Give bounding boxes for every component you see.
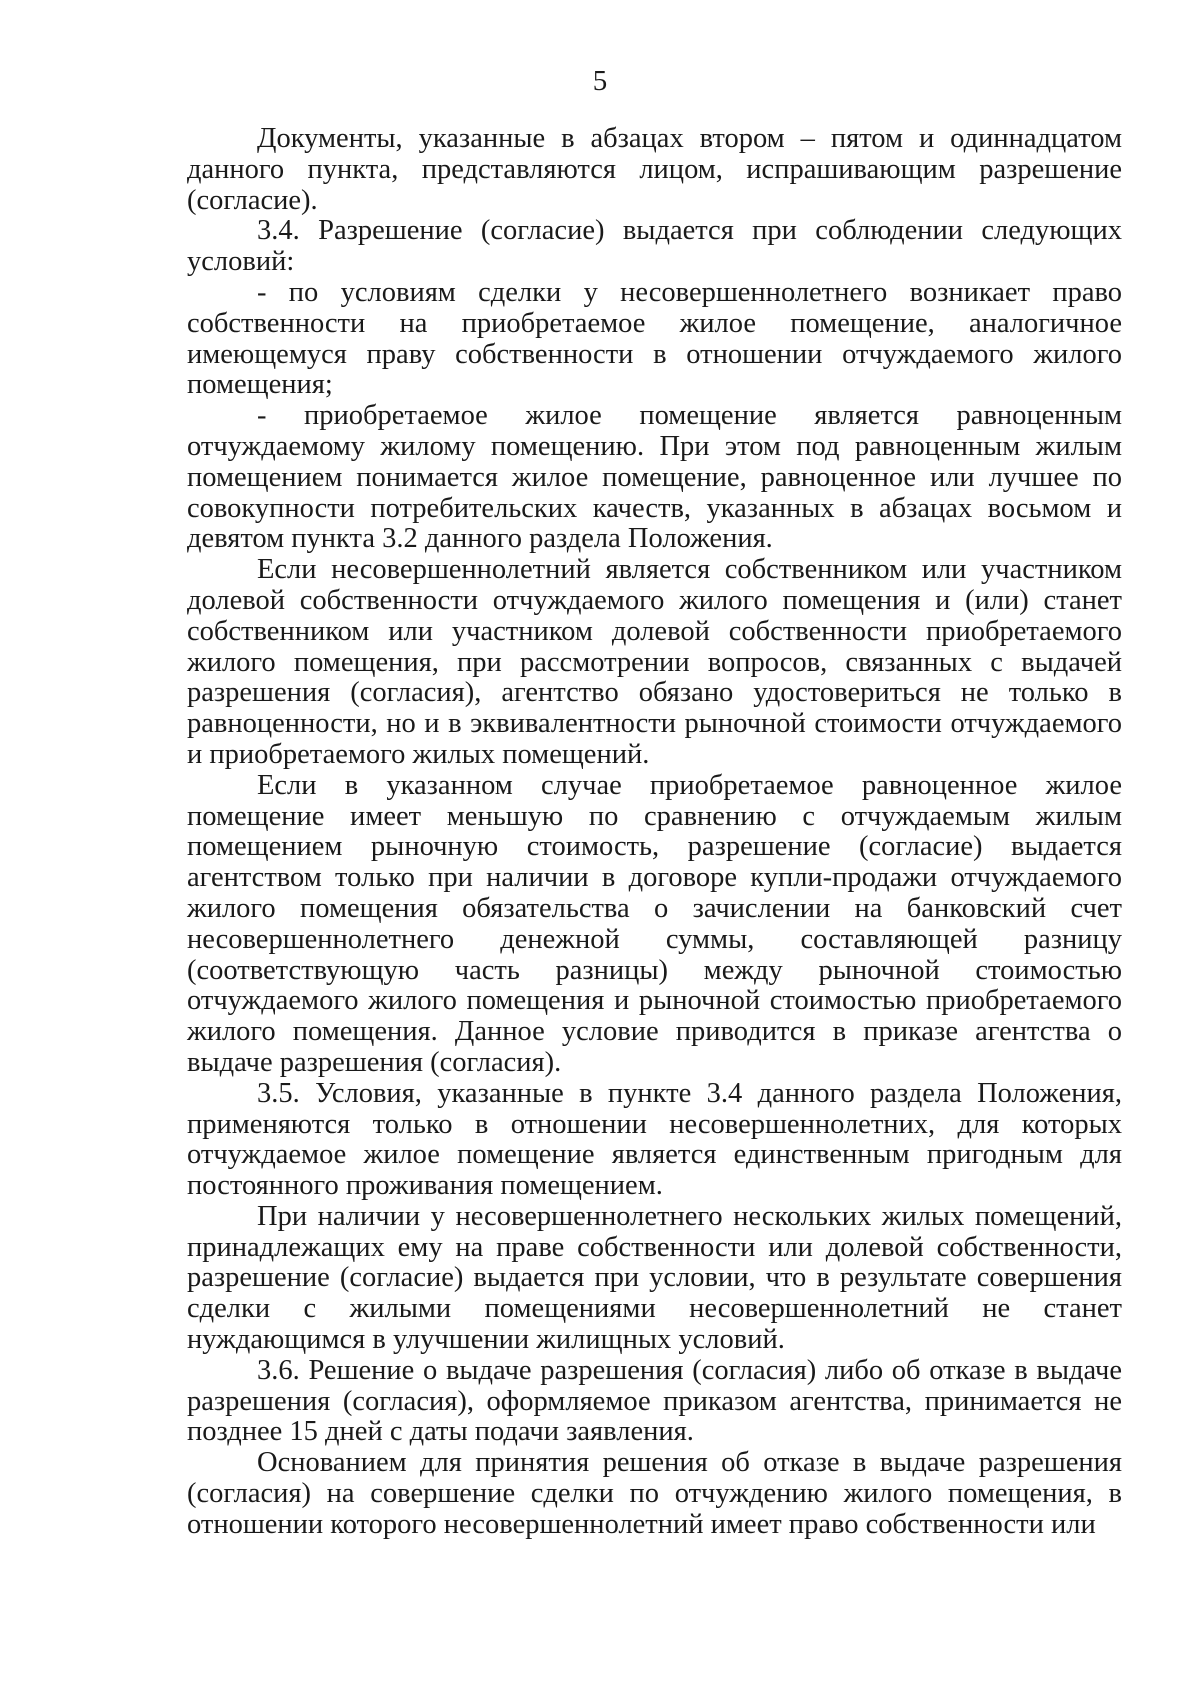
paragraph-multiple-dwellings: При наличии у несовершеннолетнего нескольких жилых помещений, принадлежащих ему на праве собственности или долевой собственности, разрешение (согласие) выдается при условии, что в результате совершения сделки с жилыми помещениями несовершеннолетний не станет нуждающимся в улучшении жилищных условий. bbox=[187, 1200, 1122, 1356]
document-body bbox=[187, 124, 1122, 1541]
paragraph-3-4-conditions: 3.4. Разрешение (согласие) выдается при соблюдении следующих условий: bbox=[187, 215, 1122, 278]
paragraph-refusal-grounds: Основанием для принятия решения об отказе в выдаче разрешения (согласия) на совершение сделки по отчуждению жилого помещения, в отношении которого несовершеннолетний имеет право собственности или bbox=[187, 1447, 1122, 1540]
paragraph-3-5-applicability: 3.5. Условия, указанные в пункте 3.4 данного раздела Положения, применяются только в отношении несовершеннолетних, для которых отчуждаемое жилое помещение является единственным пригодным для постоянного проживания помещением. bbox=[187, 1077, 1122, 1202]
paragraph-equivalent-dwelling-condition: - приобретаемое жилое помещение является равноценным отчуждаемому жилому помещению. При этом под равноценным жилым помещением понимается жилое помещение, равноценное или лучшее по совокупности потребительских качеств, указанных в абзацах восьмом и девятом пункта 3.2 данного раздела Положения. bbox=[187, 400, 1122, 555]
paragraph-ownership-condition: - по условиям сделки у несовершеннолетнего возникает право собственности на приобретаемое жилое помещение, аналогичное имеющемуся праву собственности в отношении отчуждаемого жилого помещения; bbox=[187, 276, 1122, 401]
paragraph-lower-market-value-case: Если в указанном случае приобретаемое равноценное жилое помещение имеет меньшую по сравнению с отчуждаемым жилым помещением рыночную стоимость, разрешение (согласие) выдается агентством только при наличии в договоре купли-продажи отчуждаемого жилого помещения обязательства о зачислении на банковский счет несовершеннолетнего денежной суммы, составляющей разницу (соответствующую часть разницы) между рыночной стоимостью отчуждаемого жилого помещения и рыночной стоимостью приобретаемого жилого помещения. Данное условие приводится в приказе агентства о выдаче разрешения (согласия). bbox=[187, 769, 1122, 1078]
paragraph-market-value-equivalence: Если несовершеннолетний является собственником или участником долевой собственности отчуждаемого жилого помещения и (или) станет собственником или участником долевой собственности приобретаемого жилого помещения, при рассмотрении вопросов, связанных с выдачей разрешения (согласия), агентство обязано удостовериться не только в равноценности, но и в эквивалентности рыночной стоимости отчуждаемого и приобретаемого жилых помещений. bbox=[187, 554, 1122, 770]
page-number: 5 bbox=[592, 65, 608, 97]
paragraph-documents-provided: Документы, указанные в абзацах втором – пятом и одиннадцатом данного пункта, представляются лицом, испрашивающим разрешение (согласие). bbox=[187, 123, 1122, 216]
paragraph-3-6-decision-deadline: 3.6. Решение о выдаче разрешения (согласия) либо об отказе в выдаче разрешения (согласия), оформляемое приказом агентства, принимается не позднее 15 дней с даты подачи заявления. bbox=[187, 1354, 1122, 1448]
